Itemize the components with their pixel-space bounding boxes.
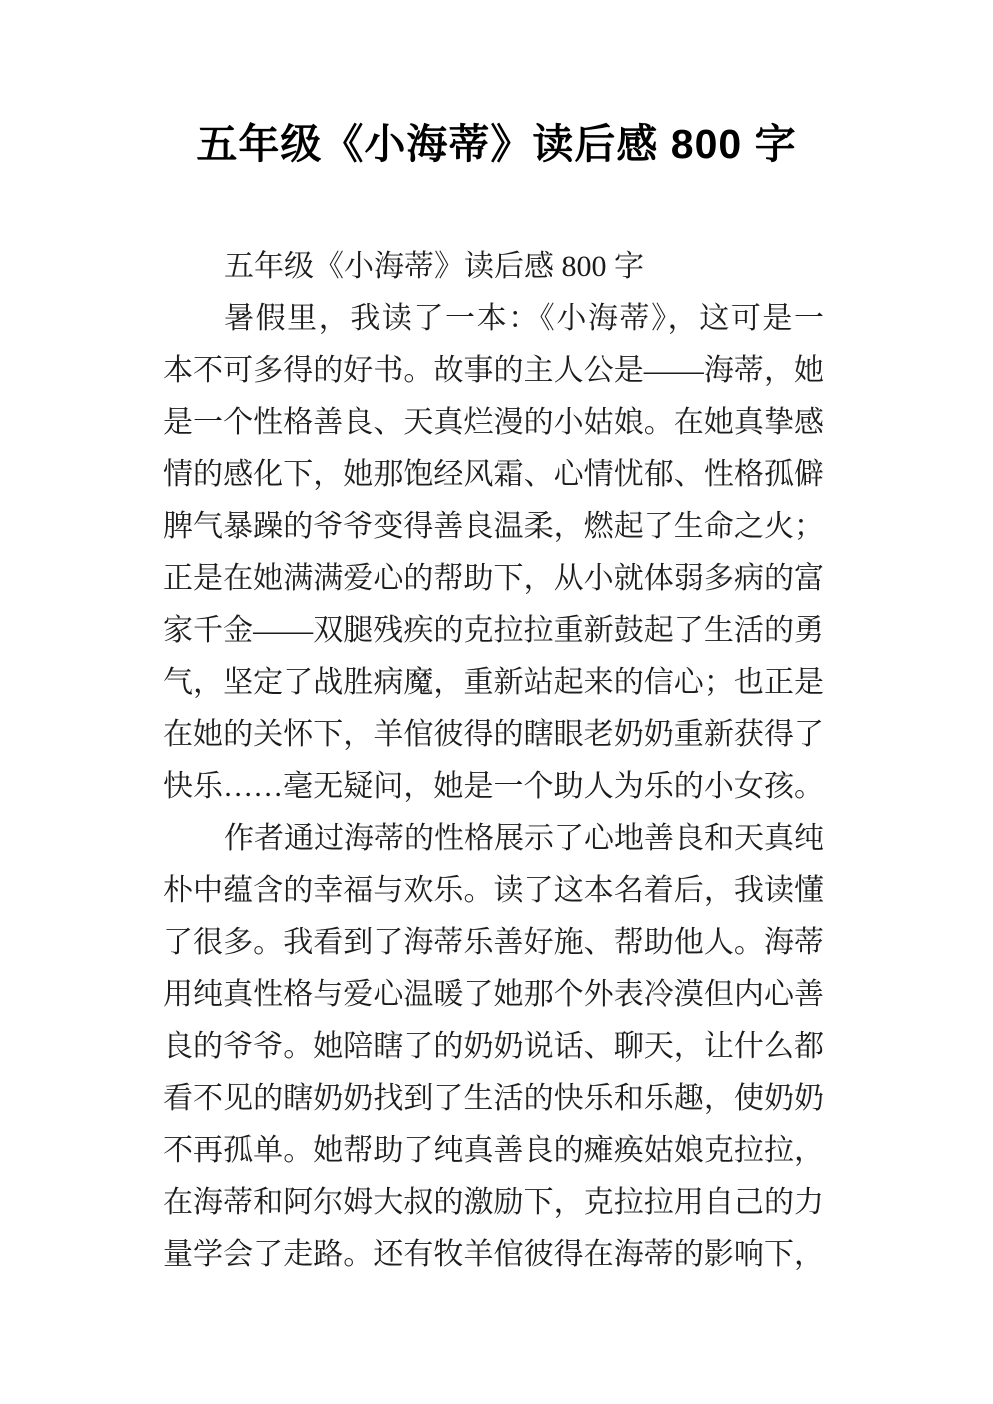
text-line: 在她的关怀下，羊倌彼得的瞎眼老奶奶重新获得了 xyxy=(163,718,824,751)
text-line: 五年级《小海蒂》读后感 800 字 xyxy=(224,250,644,283)
text-line: 气，坚定了战胜病魔，重新站起来的信心；也正是 xyxy=(163,666,824,699)
text-line: 本不可多得的好书。故事的主人公是——海蒂，她 xyxy=(163,354,824,387)
text-line: 快乐……毫无疑问，她是一个助人为乐的小女孩。 xyxy=(163,770,824,803)
text-line: 良的爷爷。她陪瞎了的奶奶说话、聊天，让什么都 xyxy=(163,1030,824,1063)
text-line: 量学会了走路。还有牧羊倌彼得在海蒂的影响下， xyxy=(163,1238,824,1271)
page-title: 五年级《小海蒂》读后感 800 字 xyxy=(196,121,797,167)
text-line: 看不见的瞎奶奶找到了生活的快乐和乐趣，使奶奶 xyxy=(163,1082,824,1115)
text-line: 正是在她满满爱心的帮助下，从小就体弱多病的富 xyxy=(163,562,824,595)
text-line: 用纯真性格与爱心温暖了她那个外表冷漠但内心善 xyxy=(163,978,824,1011)
text-line: 不再孤单。她帮助了纯真善良的瘫痪姑娘克拉拉， xyxy=(163,1134,824,1167)
text-line: 朴中蕴含的幸福与欢乐。读了这本名着后，我读懂 xyxy=(163,874,824,907)
text-line: 暑假里，我读了一本：《小海蒂》，这可是一 xyxy=(224,302,824,335)
text-line: 了很多。我看到了海蒂乐善好施、帮助他人。海蒂 xyxy=(163,926,824,959)
text-line: 情的感化下，她那饱经风霜、心情忧郁、性格孤僻 xyxy=(163,458,824,491)
text-line: 在海蒂和阿尔姆大叔的激励下，克拉拉用自己的力 xyxy=(163,1186,824,1219)
body-text xyxy=(163,241,824,1281)
text-line: 家千金——双腿残疾的克拉拉重新鼓起了生活的勇 xyxy=(163,614,824,647)
text-line: 脾气暴躁的爷爷变得善良温柔，燃起了生命之火； xyxy=(163,510,824,543)
text-line: 作者通过海蒂的性格展示了心地善良和天真纯 xyxy=(224,822,824,855)
text-line: 是一个性格善良、天真烂漫的小姑娘。在她真挚感 xyxy=(163,406,824,439)
